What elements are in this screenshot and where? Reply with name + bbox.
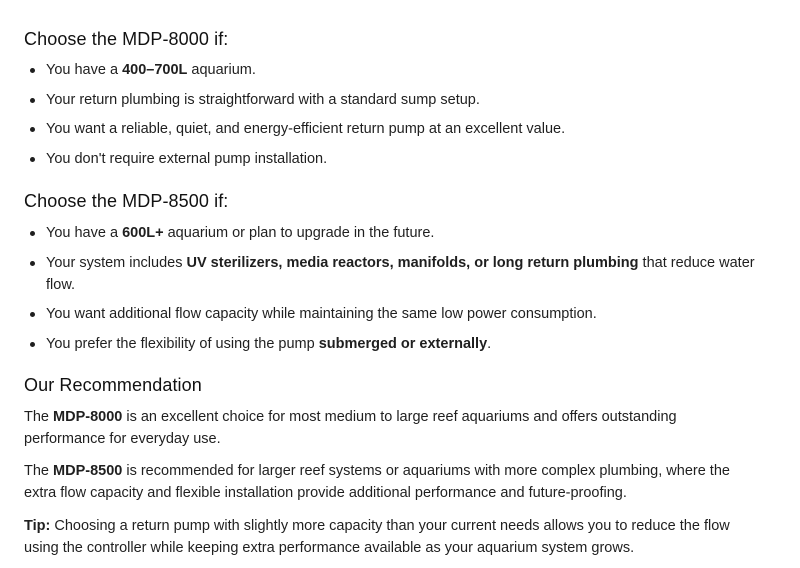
heading-mdp-8500: Choose the MDP-8500 if: (24, 191, 229, 211)
list-item: You prefer the flexibility of using the pump submerged or externally. (24, 333, 760, 355)
heading-mdp-8000: Choose the MDP-8000 if: (24, 29, 229, 49)
list-item: You have a 400–700L aquarium. (24, 59, 760, 81)
tip-paragraph: Tip: Choosing a return pump with slightly more capacity than your current needs allows you to reduce the flow using the controller while keeping extra performance available as your aquarium system grows. (24, 518, 730, 556)
list-item: You have a 600L+ aquarium or plan to upgrade in the future. (24, 222, 760, 244)
list-item: Your system includes UV sterilizers, media reactors, manifolds, or long return plumbing that reduce water flow. (24, 252, 760, 296)
list-item: Your return plumbing is straightforward with a standard sump setup. (24, 89, 760, 111)
list-item: You want a reliable, quiet, and energy-efficient return pump at an excellent value. (24, 118, 760, 140)
list-item: You want additional flow capacity while maintaining the same low power consumption. (24, 303, 760, 325)
recommendation-paragraph-mdp-8000: The MDP-8000 is an excellent choice for most medium to large reef aquariums and offers outstanding performance for everyday use. (24, 409, 677, 447)
tip-label: Tip: (24, 518, 51, 534)
list-mdp-8500 (24, 222, 760, 362)
heading-recommendation: Our Recommendation (24, 375, 202, 395)
list-item: You don't require external pump installation. (24, 148, 760, 170)
recommendation-paragraph-mdp-8500: The MDP-8500 is recommended for larger reef systems or aquariums with more complex plumbing, where the extra flow capacity and flexible installation provide additional performance and future-proofing. (24, 463, 730, 501)
list-mdp-8000 (24, 59, 760, 177)
